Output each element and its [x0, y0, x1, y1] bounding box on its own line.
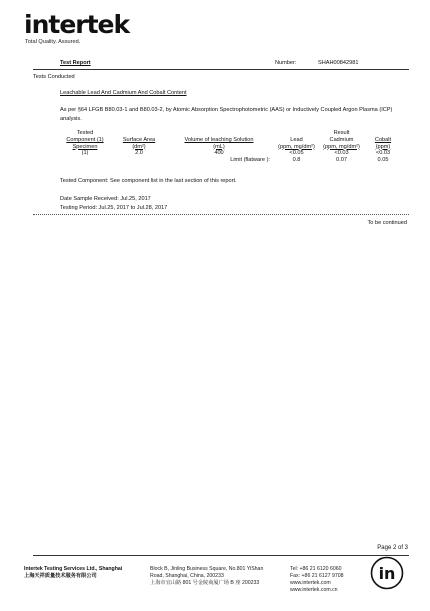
table-header-cell [114, 130, 164, 137]
testing-period: Testing Period: Jul.25, 2017 to Jul.28, 2017 [60, 205, 168, 211]
table-row [56, 150, 402, 157]
table-header-cell [364, 130, 402, 137]
footer-web1[interactable]: www.intertek.com [290, 580, 331, 586]
table-header-row [56, 137, 402, 144]
footer-address-cn: 上海市宜山路 801 号金陵商厦广场 B 座 200233 [150, 580, 260, 586]
table-header-cell: (ppm, mg/dm²) [323, 143, 360, 150]
table-header-cell: Cadmium [329, 136, 354, 143]
table-row-limit [56, 157, 402, 164]
table-cell [114, 157, 164, 164]
footer-company-cn: 上海天祥质量技术服务有限公司 [24, 573, 97, 579]
table-header-cell: (mL) [213, 143, 225, 150]
table-cell: <0.05 [289, 150, 304, 157]
table-header-cell: Lead [290, 136, 303, 143]
footer-address [150, 566, 263, 587]
dotted-divider [33, 214, 409, 215]
report-title: Test Report [60, 60, 91, 66]
footer-company [24, 566, 122, 580]
section-label: Tests Conducted [33, 74, 75, 80]
table-header-row [56, 130, 402, 137]
footer-divider [33, 555, 409, 556]
footer-company-en: Intertek Testing Services Ltd., Shanghai [24, 566, 123, 572]
table-header-cell: (dm²) [132, 143, 146, 150]
footer-contact [290, 566, 344, 594]
date-sample-received: Date Sample Received: Jul.25, 2017 [60, 196, 151, 202]
table-cell: (1) [81, 150, 89, 157]
report-number-label: Number: [275, 60, 297, 66]
table-header-row [56, 144, 402, 151]
footer-address-line2: Road, Shanghai, China, 200233 [150, 573, 224, 579]
table-header-cell [164, 130, 274, 137]
table-cell: <0.03 [334, 150, 349, 157]
table-cell: <0.03 [375, 150, 391, 157]
intertek-logo: intertek [24, 10, 130, 39]
footer-address-line1: Block B, Jinling Business Square, No.801 YiShan [150, 566, 264, 572]
table-cell: 0.07 [336, 157, 347, 164]
tested-component-note: Tested Component: See component list in the last section of this report. [60, 178, 237, 184]
table-header-cell: Surface Area [122, 136, 156, 143]
table-header-cell: Tested [76, 130, 94, 136]
subsection-title: Leachable Lead And Cadmium And Cobalt Content [60, 90, 187, 96]
footer-tel: Tel: +86 21 6120 6060 [290, 566, 342, 572]
intertek-emblem-icon [370, 556, 404, 590]
table-header-cell: Volume of leaching Solution [184, 136, 254, 143]
table-header-cell: Result [333, 130, 350, 136]
table-header-cell: Specimen [72, 143, 98, 150]
to-be-continued: To be continued [367, 220, 407, 226]
table-cell: Limit (flatware ): [230, 157, 270, 164]
footer-fax: Fax: +86 21 6127 9708 [290, 573, 344, 579]
method-paragraph: As per §64 LFGB B80.03-1 and B80.03-2, by Atomic Absorption Spectrophotometric (AAS) or Inductively Coupled Argon Plasma (ICP) analysis. [60, 107, 393, 122]
table-cell: 2.0 [135, 150, 143, 157]
report-number-value: SHAH00842981 [318, 60, 359, 66]
table-cell: 0.8 [292, 157, 301, 164]
logo-tagline: Total Quality. Assured. [25, 39, 81, 45]
table-header-cell: Cobalt [374, 136, 392, 143]
results-table [56, 130, 402, 164]
table-cell [56, 157, 114, 164]
table-header-cell: (ppm, mg/dm²) [278, 143, 315, 150]
header-divider [33, 69, 409, 70]
table-header-cell: Component (1) [66, 136, 104, 143]
table-header-cell: (ppm) [375, 143, 391, 150]
table-cell: 0.05 [377, 157, 389, 164]
emblem-letters: in [378, 564, 396, 583]
footer-web2[interactable]: www.intertek.com.cn [290, 587, 338, 593]
table-header-cell [274, 130, 319, 137]
page-number: Page 2 of 3 [377, 545, 408, 551]
table-cell: 400 [214, 150, 224, 157]
